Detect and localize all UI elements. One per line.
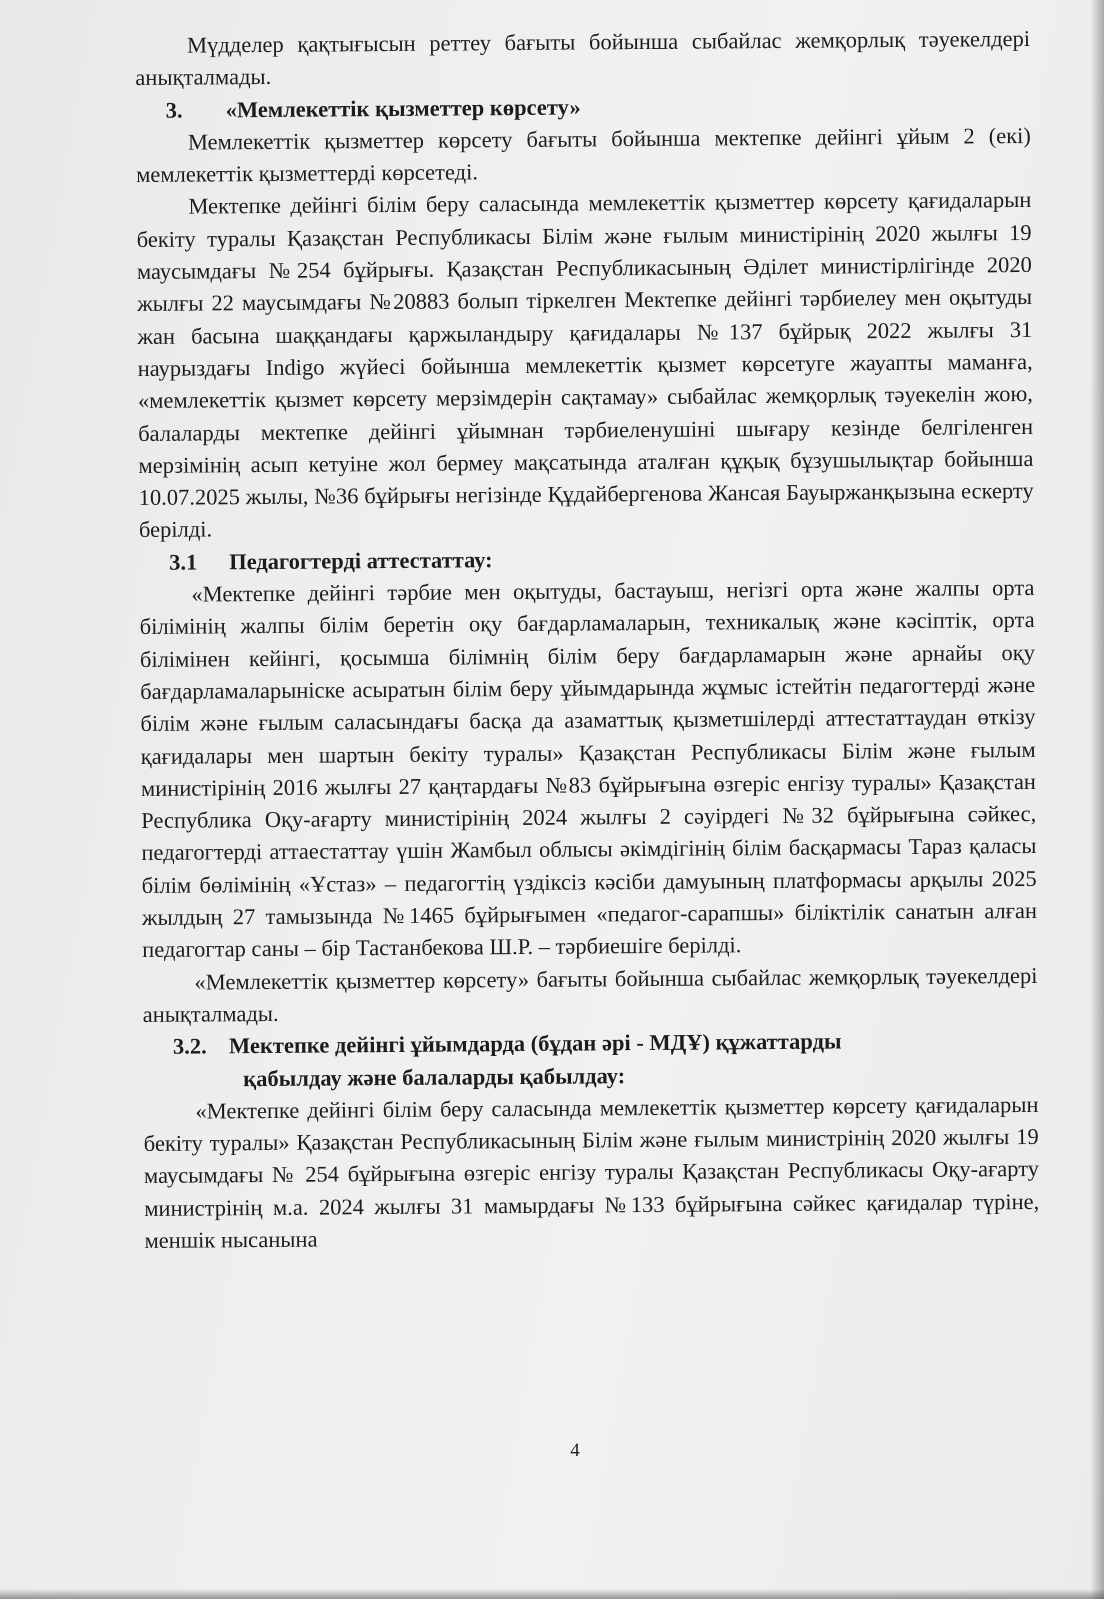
paragraph-conflict-of-interest: Мүдделер қақтығысын реттеу бағыты бойынша сыбайлас жемқорлық тәуекелдері анықталмады. <box>135 25 1031 91</box>
paragraph-public-services-rules: Мектепке дейінгі білім беру саласында мемлекеттік қызметтер көрсету қағидаларын бекіту туралы Қазақстан Республикасы Білім және ғылым министірінің 2020 жылғы 19 маусымдағы №254 бұйрығы. Қазақстан Республикасының Әділет министірлігінде 2020 жылғы 22 маусымдағы №20883 болып тіркелген Мектепке дейінгі тәрбиелеу мен оқытуды жан басына шаққандағы қаржыландыру қағидалары №137 бұйрық 2022 жылғы 31 наурыздағы Indigo жүйесі бойынша мемлекеттік қызмет көрсетуге жауапты маманға, «мемлекеттік қызмет көрсету мерзімдерін сақтамау» сыбайлас жемқорлық тәуекелін жою, балаларды мектепке дейінгі ұйымнан тәрбиеленушіні шығару кезінде белгіленген мерзімінің асып кетуіне жол бермеу мақсатында аталған құқық бұзушылықтар бойынша 10.07.2025 жылы, №36 бұйрығы негізінде Құдайбергенова Жансая Бауыржанқызына ескерту берілді. <box>136 187 1034 543</box>
section-title-line-1: Мектепке дейінгі ұйымдарда (бұдан әрі - МДҰ) құжаттарды <box>228 1028 842 1059</box>
section-number: 3.1 <box>169 549 198 575</box>
paragraph-teacher-attestation: «Мектепке дейінгі тәрбие мен оқытуды, бастауыш, негізгі орта және жалпы орта білімінің жалпы білім беретін оқу бағдарламаларын, техникалық және кәсіптік, орта білімінен кейінгі, қосымша білімнің білім беру бағдарламарын және арнайы оқу бағдарламаларыніске асыратын білім беру ұйымдарында жұмыс істейтін педагогтерді және білім және ғылым саласындағы басқа да азаматтық қызметшілерді аттестаттаудан өткізу қағидалары мен шартын бекіту туралы» Қазақстан Республикасы Білім және ғылым министірінің 2016 жылғы 27 қаңтардағы №83 бұйрығына өзгеріс енгізу туралы» Қазақстан Республика Оқу-ағарту министірінің 2024 жылғы 2 сәуірдегі №32 бұйрығына сәйкес, педагогтерді аттаестаттау үшін Жамбыл облысы әкімдігінің білім басқармасы Тараз қаласы білім бөлімінің «Ұстаз» – педагогтің үздіксіз кәсіби дамуының платформасы арқылы 2025 жылдың 27 тамызында №1465 бұйрығымен «педагог-сарапшы» біліктілік санатын алған педагогтар саны – бір Тастанбекова Ш.Р. – тәрбиешіге берілді. <box>139 575 1038 963</box>
paragraph-no-corruption-risks: «Мемлекеттік қызметтер көрсету» бағыты бойынша сыбайлас жемқорлық тәуекелдері анықталмады. <box>142 962 1038 1027</box>
paragraph-document-admission: «Мектепке дейінгі білім беру саласында мемлекеттік қызметтер көрсету қағидаларын бекіту туралы» Қазақстан Республикасының Білім және ғылым министрінің 2020 жылғы 19 маусымдағы № 254 бұйрығына өзгеріс енгізу туралы Қазақстан Республикасы Оқу-ағарту министрінің м.а. 2024 жылғы 31 мамырдағы №133 бұйрығына сәйкес қағидалар түріне, меншік нысанына <box>143 1091 1040 1253</box>
paragraph-public-services: Мемлекеттік қызметтер көрсету бағыты бойынша мектепке дейінгі ұйым 2 (екі) мемлекеттік қызметтерді көрсетеді. <box>136 122 1031 188</box>
section-title: Педагогтерді аттестаттау: <box>229 546 493 575</box>
section-title: «Мемлекеттік қызметтер көрсету» <box>225 94 581 122</box>
section-heading-3-2 <box>143 1024 1038 1096</box>
section-number: 3. <box>165 97 183 123</box>
section-title <box>229 1025 959 1095</box>
document-body <box>135 23 1040 1257</box>
page-number: 4 <box>570 1440 580 1461</box>
page-edge-shadow <box>1090 0 1104 1599</box>
page-bottom-shadow <box>0 1589 1104 1599</box>
section-title-line-2: қабылдау және балаларды қабылдау: <box>243 1062 626 1091</box>
section-number: 3.2. <box>172 1033 207 1059</box>
